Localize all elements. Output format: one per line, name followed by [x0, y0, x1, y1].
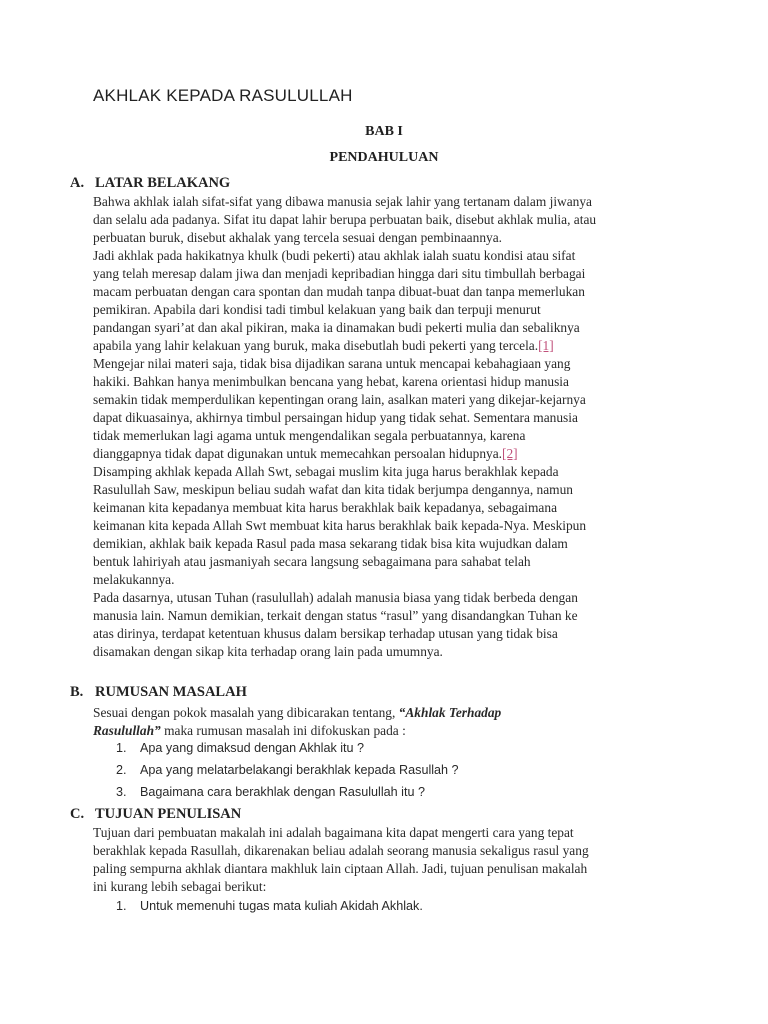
list-item [116, 899, 423, 913]
list-number: 3. [116, 785, 127, 799]
chapter-title: PENDAHULUAN [329, 150, 439, 165]
section-a-heading [70, 175, 230, 192]
paragraph-line-text: apabila yang lahir kelakuan yang buruk, maka disebutlah budi pekerti yang tercela. [93, 338, 539, 353]
list-text: Bagaimana cara berakhlak dengan Rasulullah itu ? [140, 785, 425, 799]
paragraph-line: melakukannya. [93, 572, 175, 587]
paragraph-line: dan selalu ada padanya. Sifat itu dapat lahir berupa perbuatan baik, disebut akhlak mulia, atau [93, 212, 597, 227]
list-item [116, 741, 364, 755]
paragraph-line: tidak memerlukan lagi agama untuk mengendalikan segala perbuatannya, karena [93, 428, 526, 443]
section-a-title: LATAR BELAKANG [95, 175, 231, 191]
paragraph-line: hakiki. Bahkan hanya menimbulkan bencana yang hebat, karena orientasi hidup manusia [93, 374, 569, 389]
paragraph-line: Rasulullah Saw, meskipun beliau sudah wafat dan kita tidak berjumpa dengannya, namun [93, 482, 573, 497]
paragraph-line [93, 723, 406, 739]
paragraph-line: manusia lain. Namun demikian, terkait dengan status “rasul” yang disandangkan Tuhan ke [93, 608, 578, 623]
paragraph-line: Jadi akhlak pada hakikatnya khulk (budi pekerti) atau akhlak ialah suatu kondisi atau sifat [93, 248, 576, 263]
footnote-link-1[interactable]: [1] [538, 338, 554, 353]
paragraph-line: semakin tidak memperdulikan kepentingan orang lain, asalkan materi yang dikejar-kejarnya [93, 392, 586, 407]
paragraph-line: keimanan kita kepadanya membuat kita harus berakhlak baik kepadanya, sebagaimana [93, 500, 558, 515]
list-item [116, 785, 425, 799]
paragraph-line: atas dirinya, terdapat ketentuan khusus dalam bersikap terhadap utusan yang tidak bisa [93, 626, 558, 641]
intro-text: maka rumusan masalah ini difokuskan pada : [160, 723, 406, 738]
list-text: Apa yang dimaksud dengan Akhlak itu ? [140, 741, 365, 755]
list-number: 2. [116, 763, 127, 777]
paragraph-line: yang telah meresap dalam jiwa dan menjadi kepribadian hingga dari situ timbullah berbagai [93, 266, 586, 281]
section-b-letter: B. [70, 684, 84, 700]
paragraph-line: Disamping akhlak kepada Allah Swt, sebagai muslim kita juga harus berakhlak kepada [93, 464, 559, 479]
paragraph-line: dapat dikuasainya, akhirnya timbul persaingan hidup yang tidak sehat. Sementara manusia [93, 410, 578, 425]
paragraph-line: macam perbuatan dengan cara spontan dan mudah tanpa dibuat-buat dan tanpa memerlukan [93, 284, 585, 299]
list-text: Untuk memenuhi tugas mata kuliah Akidah Akhlak. [140, 899, 423, 913]
paragraph-line: ini kurang lebih sebagai berikut: [93, 879, 267, 894]
paragraph-line-text: dianggapnya tidak dapat digunakan untuk memecahkan persoalan hidupnya. [93, 446, 503, 461]
paragraph-line: keimanan kita kepada Allah Swt membuat kita harus berakhlak baik kepada-Nya. Meskipun [93, 518, 587, 533]
paragraph-line: pandangan syari’at dan akal pikiran, maka ia dinamakan budi pekerti mulia dan sebaliknya [93, 320, 580, 335]
list-item [116, 763, 459, 777]
list-number: 1. [116, 741, 127, 755]
paragraph-line: berakhlak kepada Rasullah, dikarenakan beliau adalah seorang manusia sekaligus rasul yang [93, 843, 589, 858]
paragraph-line: Bahwa akhlak ialah sifat-sifat yang dibawa manusia sejak lahir yang tertanam dalam jiwanya [93, 194, 592, 209]
intro-text: Sesuai dengan pokok masalah yang dibicarakan tentang, [93, 705, 399, 720]
section-c-heading [70, 806, 241, 823]
paragraph-line: pemikiran. Apabila dari kondisi tadi timbul kelakuan yang baik dan terpuji menurut [93, 302, 541, 317]
intro-italic-text: Rasulullah” [93, 723, 161, 738]
section-b-title: RUMUSAN MASALAH [95, 684, 247, 700]
section-a-letter: A. [70, 175, 85, 191]
paragraph-line: paling sempurna akhlak diantara makhluk lain ciptaan Allah. Jadi, tujuan penulisan makalah [93, 861, 588, 876]
paragraph-line: Mengejar nilai materi saja, tidak bisa dijadikan sarana untuk mencapai kebahagiaan yang [93, 356, 571, 371]
intro-italic-text: “Akhlak Terhadap [398, 705, 502, 720]
paragraph-line [93, 705, 501, 721]
paragraph-line-with-footnote [93, 446, 518, 462]
paragraph-line: disamakan dengan sikap kita terhadap orang lain pada umumnya. [93, 644, 443, 659]
paragraph-line: bentuk lahiriyah atau jasmaniyah secara langsung sebagaimana para sahabat telah [93, 554, 531, 569]
paragraph-line: perbuatan buruk, disebut akhalak yang tercela sesuai dengan pembinaannya. [93, 230, 503, 245]
section-c-letter: C. [70, 806, 85, 822]
paragraph-line-with-footnote [93, 338, 554, 354]
paragraph-line: demikian, akhlak baik kepada Rasul pada masa sekarang tidak bisa kita wujudkan dalam [93, 536, 568, 551]
bab-label: BAB I [365, 124, 403, 139]
list-text: Apa yang melatarbelakangi berakhlak kepada Rasullah ? [140, 763, 459, 777]
document-title: AKHLAK KEPADA RASULULLAH [93, 86, 353, 105]
section-c-title: TUJUAN PENULISAN [95, 806, 242, 822]
list-number: 1. [116, 899, 127, 913]
footnote-link-2[interactable]: [2] [502, 446, 518, 461]
section-b-heading [70, 684, 247, 701]
paragraph-line: Pada dasarnya, utusan Tuhan (rasulullah) adalah manusia biasa yang tidak berbeda dengan [93, 590, 578, 605]
paragraph-line: Tujuan dari pembuatan makalah ini adalah bagaimana kita dapat mengerti cara yang tepat [93, 825, 574, 840]
